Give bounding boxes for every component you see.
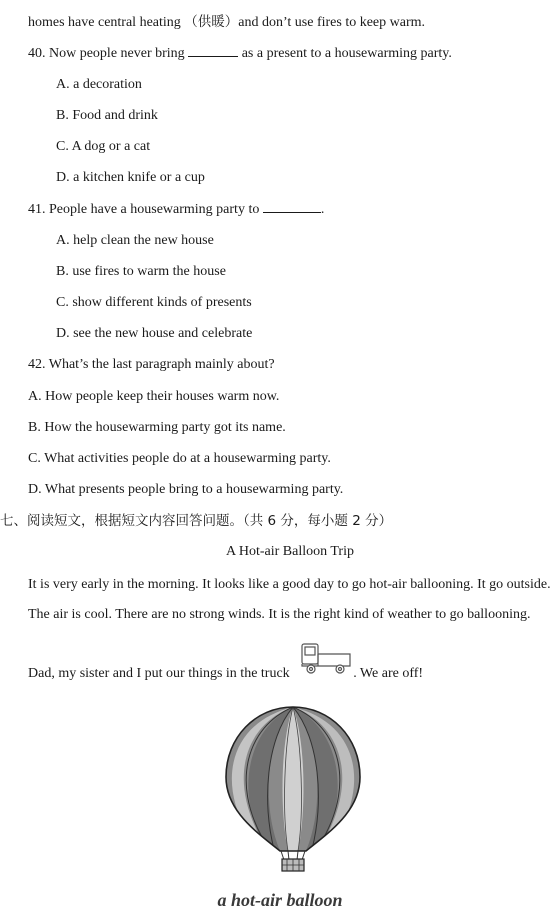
q42-option-c: C. What activities people do at a housewarming party.: [28, 451, 331, 466]
passage-line-3: [28, 665, 423, 683]
passage-line-3-text: Dad, my sister and I put our things in the truck: [28, 666, 294, 681]
q42-option-b: B. How the housewarming party got its name.: [28, 420, 286, 435]
q40-stem-text-end: as a present to a housewarming party.: [238, 46, 452, 61]
q42-option-a: A. How people keep their houses warm now.: [28, 389, 280, 404]
answer-blank: [188, 44, 238, 57]
q40-option-d: D. a kitchen knife or a cup: [56, 170, 205, 185]
intro-line: [28, 13, 425, 32]
q41-option-a: A. help clean the new house: [56, 233, 214, 248]
q40-option-c: C. A dog or a cat: [56, 139, 151, 154]
q41-option-b: B. use fires to warm the house: [56, 264, 226, 279]
passage-line-1: It is very early in the morning. It looks like a good day to go hot-air ballooning. It go outside.: [28, 577, 551, 592]
figure-caption: a hot-air balloon: [217, 890, 343, 910]
q40-option-b: B. Food and drink: [56, 108, 158, 123]
passage-line-3-end: . We are off!: [353, 666, 424, 681]
intro-chinese-gloss: （供暖）: [184, 14, 239, 30]
q41-stem-text: 41. People have a housewarming party to: [28, 202, 263, 217]
q41-option-c: C. show different kinds of presents: [56, 295, 252, 310]
q40-option-a: A. a decoration: [56, 77, 142, 92]
truck-icon: [300, 642, 354, 676]
q41-stem-text-end: .: [320, 202, 325, 217]
q40-stem-text: 40. Now people never bring: [28, 46, 189, 61]
hot-air-balloon-illustration: [218, 703, 368, 873]
q42-option-d: D. What presents people bring to a housewarming party.: [28, 482, 344, 497]
answer-blank: [263, 200, 321, 213]
passage-line-2: The air is cool. There are no strong winds. It is the right kind of weather to go ballooning.: [28, 607, 531, 622]
passage-title: A Hot-air Balloon Trip: [226, 544, 354, 559]
q41-option-d: D. see the new house and celebrate: [56, 326, 253, 341]
question-42-stem: 42. What’s the last paragraph mainly about?: [28, 357, 275, 372]
question-40-stem: [28, 44, 452, 63]
question-41-stem: [28, 200, 324, 219]
section-7-heading: 七、阅读短文，根据短文内容回答问题。（共 6 分，每小题 2 分）: [0, 513, 393, 529]
intro-text-end: and don’t use fires to keep warm.: [238, 15, 426, 30]
intro-text: homes have central heating: [28, 15, 185, 30]
